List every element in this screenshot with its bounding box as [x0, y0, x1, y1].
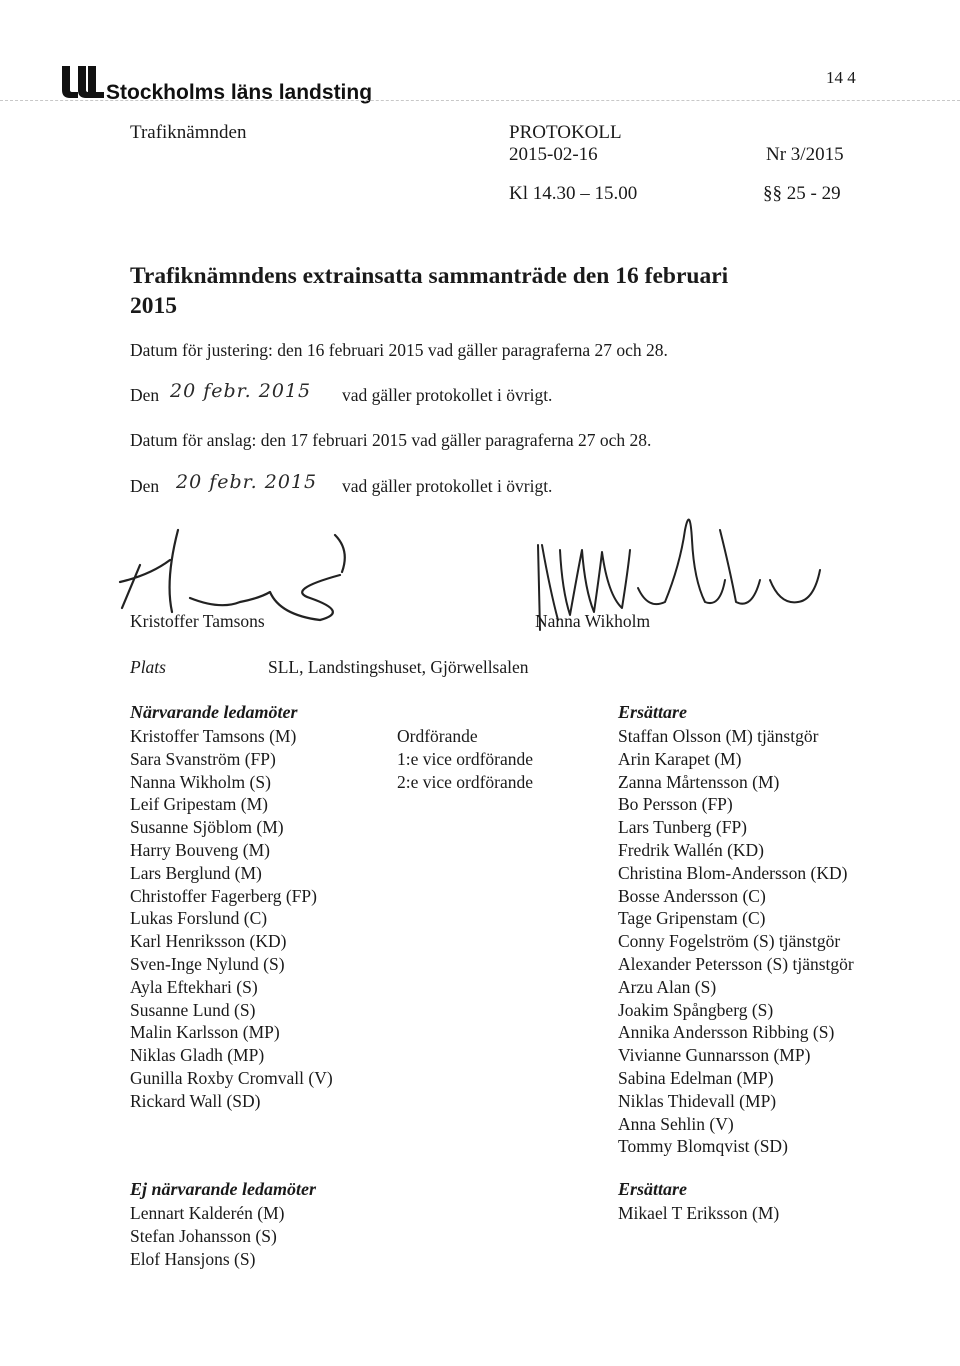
list-item: Bosse Andersson (C) — [618, 885, 766, 906]
list-item: Susanne Sjöblom (M) — [130, 817, 284, 838]
substitutes-heading: Ersättare — [618, 702, 688, 722]
list-item: Rickard Wall (SD) — [130, 1090, 261, 1111]
page-title: Trafiknämndens extrainsatta sammanträde den 16 februari 2015 — [130, 263, 729, 319]
list-item: Staffan Olsson (M) tjänstgör — [618, 726, 819, 746]
anslag-den-rest: vad gäller protokollet i övrigt. — [342, 476, 553, 496]
signature-name-right: Nanna Wikholm — [535, 611, 651, 631]
list-item: Niklas Gladh (MP) — [130, 1045, 265, 1066]
list-item: Leif Gripestam (M) — [130, 794, 269, 815]
list-item: Karl Henriksson (KD) — [130, 931, 287, 952]
list-item: Susanne Lund (S) — [130, 999, 256, 1020]
signature-name-left: Kristoffer Tamsons — [130, 611, 265, 631]
list-item: Stefan Johansson (S) — [130, 1225, 277, 1246]
justering-handwritten-date: 20 febr. 2015 — [170, 380, 312, 402]
protocol-number: Nr 3/2015 — [766, 144, 844, 165]
list-item: Malin Karlsson (MP) — [130, 1022, 280, 1043]
absent-members-list — [130, 1202, 285, 1270]
list-item: Vivianne Gunnarsson (MP) — [618, 1045, 811, 1066]
list-item: Christoffer Fagerberg (FP) — [130, 885, 317, 906]
paragraph-range: §§ 25 - 29 — [763, 183, 841, 204]
sll-logo-icon — [58, 62, 106, 104]
anslag-handwritten-date: 20 febr. 2015 — [176, 471, 318, 493]
role-item: 1:e vice ordförande — [397, 748, 534, 769]
justering-den-rest: vad gäller protokollet i övrigt. — [342, 385, 553, 405]
list-item: Elof Hansjons (S) — [130, 1248, 256, 1269]
list-item: Kristoffer Tamsons (M) — [130, 726, 297, 746]
list-item: Arzu Alan (S) — [618, 976, 717, 997]
list-item: Annika Andersson Ribbing (S) — [618, 1022, 835, 1043]
role-item: Ordförande — [397, 726, 478, 746]
meeting-time: Kl 14.30 – 15.00 — [509, 183, 638, 204]
page-mark: 14 4 — [826, 68, 856, 87]
list-item: Sven-Inge Nylund (S) — [130, 953, 285, 974]
list-item: Tage Gripenstam (C) — [618, 908, 766, 929]
list-item: Sabina Edelman (MP) — [618, 1067, 774, 1088]
list-item: Sara Svanström (FP) — [130, 748, 276, 769]
justering-den-label: Den — [130, 385, 160, 405]
justering-date-line: Datum för justering: den 16 februari 2015 vad gäller paragraferna 27 och 28. — [130, 340, 668, 360]
list-item: Alexander Petersson (S) tjänstgör — [618, 953, 854, 974]
list-item: Lars Tunberg (FP) — [618, 817, 748, 838]
list-item: Conny Fogelström (S) tjänstgör — [618, 931, 841, 952]
absent-substitutes-list — [618, 1202, 779, 1225]
substitutes-list — [618, 725, 854, 1158]
absent-members-heading: Ej närvarande ledamöter — [130, 1179, 317, 1199]
list-item: Niklas Thidevall (MP) — [618, 1090, 777, 1111]
anslag-date-line: Datum för anslag: den 17 februari 2015 vad gäller paragraferna 27 och 28. — [130, 430, 652, 450]
list-item: Harry Bouveng (M) — [130, 839, 270, 860]
present-members-list — [130, 725, 333, 1113]
list-item: Joakim Spångberg (S) — [618, 999, 774, 1020]
plats-label: Plats — [130, 657, 166, 677]
absent-substitutes-heading: Ersättare — [618, 1179, 688, 1199]
list-item: Lukas Forslund (C) — [130, 908, 268, 929]
roles-list — [397, 725, 533, 793]
list-item: Gunilla Roxby Cromvall (V) — [130, 1067, 333, 1088]
list-item: Zanna Mårtensson (M) — [618, 771, 780, 792]
org-name: Stockholms läns landsting — [106, 81, 373, 104]
header-divider — [0, 100, 960, 101]
committee-name: Trafiknämnden — [130, 122, 247, 143]
list-item: Lennart Kalderén (M) — [130, 1203, 285, 1223]
list-item: Nanna Wikholm (S) — [130, 771, 271, 792]
sll-logo — [58, 62, 106, 109]
list-item: Tommy Blomqvist (SD) — [618, 1136, 788, 1157]
meeting-date: 2015-02-16 — [509, 144, 598, 165]
list-item: Mikael T Eriksson (M) — [618, 1203, 780, 1223]
list-item: Fredrik Wallén (KD) — [618, 839, 765, 860]
list-item: Anna Sehlin (V) — [618, 1113, 734, 1134]
list-item: Bo Persson (FP) — [618, 794, 733, 815]
list-item: Christina Blom-Andersson (KD) — [618, 862, 848, 883]
anslag-den-label: Den — [130, 476, 160, 496]
present-members-heading: Närvarande ledamöter — [130, 702, 298, 722]
list-item: Ayla Eftekhari (S) — [130, 976, 258, 997]
list-item: Arin Karapet (M) — [618, 748, 742, 769]
plats-value: SLL, Landstingshuset, Gjörwellsalen — [268, 657, 529, 677]
list-item: Lars Berglund (M) — [130, 862, 262, 883]
role-item: 2:e vice ordförande — [397, 771, 534, 792]
doc-type: PROTOKOLL — [509, 122, 622, 143]
